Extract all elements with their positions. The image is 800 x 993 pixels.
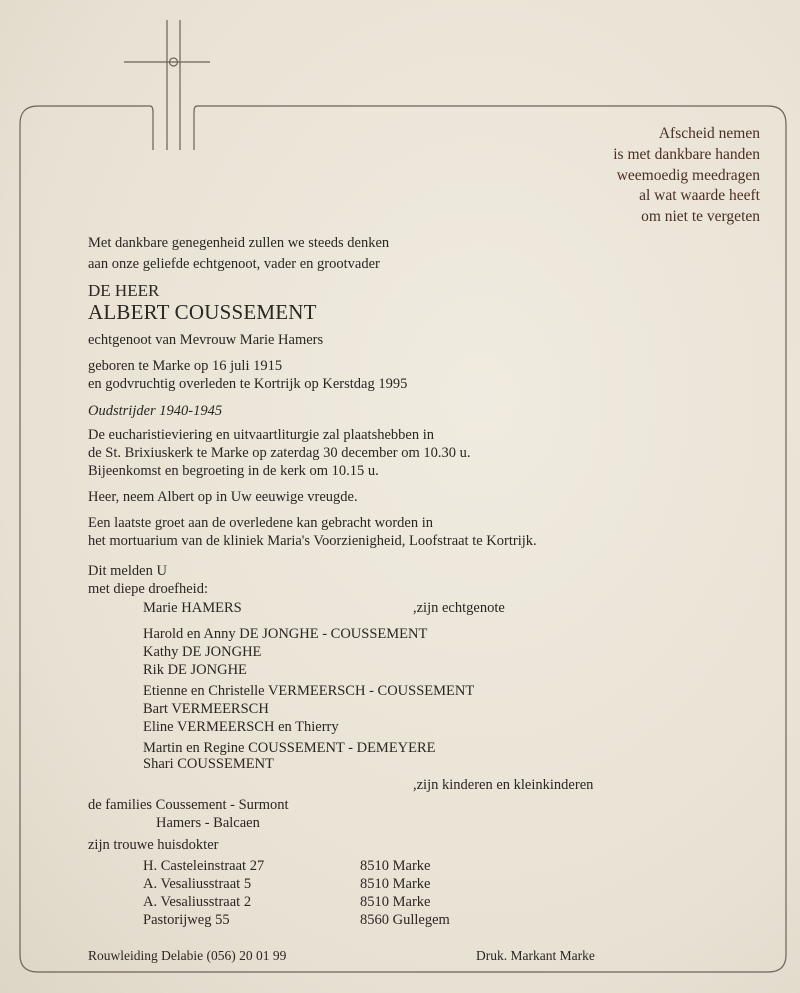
poem-line: al wat waarde heeft <box>639 187 760 205</box>
poem-line: om niet te vergeten <box>641 208 760 226</box>
poem-line: weemoedig meedragen <box>616 166 760 184</box>
birth-line: geboren te Marke op 16 juli 1915 <box>88 358 283 374</box>
funeral-line: De eucharistieviering en uitvaartliturgie zal plaatshebben in <box>88 427 434 443</box>
address-street: A. Vesaliusstraat 2 <box>143 894 252 910</box>
address-street: Pastorijweg 55 <box>143 912 230 928</box>
salutation: DE HEER <box>88 281 160 300</box>
family-member: Harold en Anny DE JONGHE - COUSSEMENT <box>143 626 428 642</box>
doctor-label: zijn trouwe huisdokter <box>88 837 219 853</box>
widow-role: ,zijn echtgenote <box>413 600 505 616</box>
spouse-line: echtgenoot van Mevrouw Marie Hamers <box>88 332 324 348</box>
family-member: Kathy DE JONGHE <box>143 644 262 660</box>
family-member: Martin en Regine COUSSEMENT - DEMEYERE <box>143 740 436 756</box>
poem <box>613 124 760 228</box>
address-street: A. Vesaliusstraat 5 <box>143 876 252 892</box>
funeral-line: de St. Brixiuskerk te Marke op zaterdag 30 december om 10.30 u. <box>88 445 471 461</box>
address-street: H. Casteleinstraat 27 <box>143 858 265 874</box>
poem-line: Afscheid nemen <box>658 125 760 142</box>
intro-line: aan onze geliefde echtgenoot, vader en grootvader <box>88 256 380 272</box>
footer-funeral-home: Rouwleiding Delabie (056) 20 01 99 <box>88 948 287 963</box>
children-role: ,zijn kinderen en kleinkinderen <box>413 777 594 793</box>
veteran-line: Oudstrijder 1940-1945 <box>88 403 223 419</box>
family-member: Shari COUSSEMENT <box>143 756 274 772</box>
announce-line: met diepe droefheid: <box>88 581 208 597</box>
address-city: 8510 Marke <box>360 858 431 874</box>
deceased-name: ALBERT COUSSEMENT <box>88 300 317 324</box>
families-line: de families Coussement - Surmont <box>88 797 289 813</box>
family-member: Bart VERMEERSCH <box>143 701 269 717</box>
family-member: Etienne en Christelle VERMEERSCH - COUSSEMENT <box>143 683 475 699</box>
announce-line: Dit melden U <box>88 563 167 579</box>
widow-name: Marie HAMERS <box>143 600 242 616</box>
families-line: Hamers - Balcaen <box>156 815 260 831</box>
intro-line: Met dankbare genegenheid zullen we steeds denken <box>88 235 390 251</box>
address-city: 8510 Marke <box>360 894 431 910</box>
address-city: 8510 Marke <box>360 876 431 892</box>
family-member: Eline VERMEERSCH en Thierry <box>143 719 339 735</box>
greeting-line: Een laatste groet aan de overledene kan gebracht worden in <box>88 515 434 531</box>
funeral-line: Bijeenkomst en begroeting in de kerk om 10.15 u. <box>88 463 379 479</box>
greeting-line: het mortuarium van de kliniek Maria's Voorzienigheid, Loofstraat te Kortrijk. <box>88 533 537 549</box>
poem-line: is met dankbare handen <box>613 145 760 163</box>
family-member: Rik DE JONGHE <box>143 662 247 678</box>
prayer-line: Heer, neem Albert op in Uw eeuwige vreugde. <box>88 489 358 505</box>
death-line: en godvruchtig overleden te Kortrijk op Kerstdag 1995 <box>88 376 408 392</box>
footer-printer: Druk. Markant Marke <box>476 948 595 963</box>
address-city: 8560 Gullegem <box>360 912 450 928</box>
